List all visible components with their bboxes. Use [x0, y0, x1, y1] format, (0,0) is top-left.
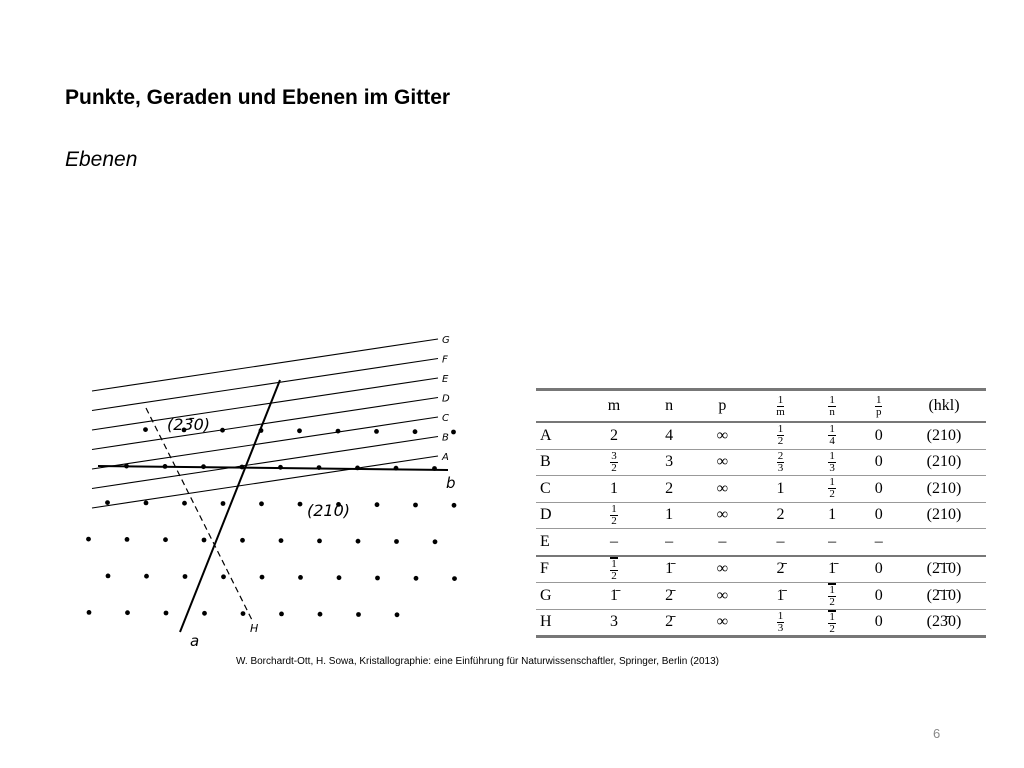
lattice-point — [298, 502, 303, 507]
cell-im: 1̄ — [752, 583, 809, 610]
cell-ip: 0 — [855, 502, 902, 529]
cell-ip: 0 — [855, 476, 902, 503]
lattice-point — [221, 574, 226, 579]
cell-in: $\frac{1}{2}$ — [809, 476, 856, 503]
lattice-figure — [60, 335, 480, 650]
cell-n: – — [646, 529, 693, 556]
cell-im: 2̄ — [752, 556, 809, 583]
lattice-point — [279, 538, 284, 543]
cell-n: 2 — [646, 476, 693, 503]
cell-im: 1 — [752, 476, 809, 503]
cell-hkl: (210) — [902, 449, 986, 476]
cell-hkl: (210) — [902, 502, 986, 529]
cell-p: ∞ — [692, 556, 752, 583]
lattice-point — [143, 427, 148, 432]
lattice-points — [86, 427, 457, 617]
cell-hkl: (210) — [902, 476, 986, 503]
lattice-point — [452, 503, 457, 508]
cell-im: $\frac{2}{3}$ — [752, 449, 809, 476]
cell-hkl — [902, 529, 986, 556]
header-p: p — [692, 390, 752, 423]
plane-line-a — [92, 456, 438, 508]
cell-im: – — [752, 529, 809, 556]
table-row — [536, 449, 986, 476]
cell-p: ∞ — [692, 422, 752, 449]
lattice-point — [413, 429, 418, 434]
cell-m: 1 — [582, 476, 646, 503]
cell-hkl: (210) — [902, 422, 986, 449]
lattice-point — [395, 612, 400, 617]
cell-p: ∞ — [692, 449, 752, 476]
cell-m: 3 — [582, 609, 646, 637]
miller-index-table — [536, 388, 986, 638]
cell-m: 1̄ — [582, 583, 646, 610]
lattice-point — [125, 537, 130, 542]
header-inv-n: $\frac{1}{n}$ — [809, 390, 856, 423]
cell-p: ∞ — [692, 609, 752, 637]
lattice-point — [125, 610, 130, 615]
plane-line-d — [92, 398, 438, 450]
cell-m: $\frac{3}{2}$ — [582, 449, 646, 476]
page-number: 6 — [933, 726, 941, 741]
table-row — [536, 502, 986, 529]
lattice-point — [452, 576, 457, 581]
cell-ip: 0 — [855, 422, 902, 449]
cell-p: ∞ — [692, 583, 752, 610]
lattice-point — [451, 430, 456, 435]
plane-label-d: D — [442, 393, 450, 405]
lattice-point — [241, 611, 246, 616]
lattice-point — [298, 575, 303, 580]
table-row — [536, 556, 986, 583]
lattice-point — [144, 574, 149, 579]
lattice-point — [259, 501, 264, 506]
cell-p: – — [692, 529, 752, 556]
label-plane-230: (23̄0) — [167, 415, 211, 434]
lattice-point — [221, 501, 226, 506]
plane-label-g: G — [442, 335, 450, 346]
cell-ip: – — [855, 529, 902, 556]
axis-b-label: b — [446, 474, 456, 492]
cell-in: $\frac{1}{2}$ — [809, 583, 856, 610]
lattice-point — [414, 576, 419, 581]
cell-im: $\frac{1}{2}$ — [752, 422, 809, 449]
lattice-point — [374, 429, 379, 434]
lattice-point — [240, 538, 245, 543]
lattice-point — [144, 501, 149, 506]
cell-in: 1 — [809, 502, 856, 529]
cell-label: H — [536, 609, 582, 637]
lattice-point — [260, 575, 265, 580]
plane-line-f — [92, 359, 438, 411]
citation: W. Borchardt-Ott, H. Sowa, Kristallographie: eine Einführung für Naturwissenschaftler, Springer, Berlin (2013) — [236, 656, 720, 667]
lattice-point — [297, 428, 302, 433]
cell-ip: 0 — [855, 583, 902, 610]
cell-n: 1 — [646, 502, 693, 529]
cell-ip: 0 — [855, 609, 902, 637]
lattice-point — [317, 539, 322, 544]
header-hkl: (hkl) — [902, 390, 986, 423]
lattice-point — [394, 539, 399, 544]
cell-label: G — [536, 583, 582, 610]
cell-p: ∞ — [692, 502, 752, 529]
lattice-point — [356, 612, 361, 617]
cell-n: 3 — [646, 449, 693, 476]
lattice-point — [202, 538, 207, 543]
table-row — [536, 583, 986, 610]
cell-n: 2̄ — [646, 609, 693, 637]
cell-hkl: (23̄0) — [902, 609, 986, 637]
header-n: n — [646, 390, 693, 423]
label-plane-210: (210) — [307, 501, 351, 520]
plane-label-a: A — [442, 452, 449, 463]
cell-label: A — [536, 422, 582, 449]
slide-title: Punkte, Geraden und Ebenen im Gitter — [65, 86, 451, 109]
plane-label-b: B — [442, 432, 449, 444]
header-inv-p: $\frac{1}{p}$ — [855, 390, 902, 423]
table-row — [536, 609, 986, 637]
header-blank — [536, 390, 582, 423]
plane-label-f: F — [442, 354, 448, 366]
lattice-point — [337, 575, 342, 580]
cell-ip: 0 — [855, 556, 902, 583]
lattice-point — [375, 502, 380, 507]
cell-in: $\frac{1}{3}$ — [809, 449, 856, 476]
axis-a-label: a — [190, 632, 200, 650]
plane-line-e — [92, 378, 438, 430]
cell-n: 2̄ — [646, 583, 693, 610]
cell-label: E — [536, 529, 582, 556]
table-row — [536, 476, 986, 503]
lattice-point — [182, 501, 187, 506]
lattice-point — [106, 574, 111, 579]
cell-label: F — [536, 556, 582, 583]
cell-label: C — [536, 476, 582, 503]
plane-line-g — [92, 339, 438, 391]
cell-hkl: (2̄1̄0) — [902, 556, 986, 583]
lattice-point — [164, 611, 169, 616]
lattice-point — [87, 610, 92, 615]
table-row — [536, 422, 986, 449]
cell-in: $\frac{1}{2}$ — [809, 609, 856, 637]
lattice-point — [356, 539, 361, 544]
slide-subtitle: Ebenen — [65, 148, 138, 171]
cell-hkl: (2̄1̄0) — [902, 583, 986, 610]
plane-line-c — [92, 417, 438, 469]
cell-im: 2 — [752, 502, 809, 529]
cell-in: – — [809, 529, 856, 556]
cell-n: 4 — [646, 422, 693, 449]
cell-m: 2 — [582, 422, 646, 449]
lattice-point — [163, 537, 168, 542]
cell-n: 1̄ — [646, 556, 693, 583]
cell-m: $\frac{1}{2}$ — [582, 502, 646, 529]
header-inv-m: $\frac{1}{m}$ — [752, 390, 809, 423]
plane-line-b — [92, 437, 438, 489]
lattice-point — [183, 574, 188, 579]
cell-p: ∞ — [692, 476, 752, 503]
cell-in: $\frac{1}{4}$ — [809, 422, 856, 449]
plane-labels — [441, 335, 450, 463]
cell-m: $\frac{1}{2}$ — [582, 556, 646, 583]
lattice-point — [413, 503, 418, 508]
lattice-point — [375, 576, 380, 581]
line-h-dashed — [146, 408, 252, 620]
cell-ip: 0 — [855, 449, 902, 476]
plane-lines — [92, 339, 438, 508]
cell-label: B — [536, 449, 582, 476]
lattice-point — [279, 612, 284, 617]
lattice-point — [433, 539, 438, 544]
cell-m: – — [582, 529, 646, 556]
cell-in: 1̄ — [809, 556, 856, 583]
lattice-point — [202, 611, 207, 616]
header-m: m — [582, 390, 646, 423]
line-h-label: H — [250, 622, 259, 635]
plane-label-c: C — [442, 413, 449, 424]
cell-label: D — [536, 502, 582, 529]
table-body — [536, 422, 986, 637]
plane-label-e: E — [442, 374, 449, 385]
lattice-point — [318, 612, 323, 617]
lattice-point — [105, 500, 110, 505]
lattice-point — [86, 537, 91, 542]
table-header-row — [536, 390, 986, 423]
table-row — [536, 529, 986, 556]
cell-im: $\frac{1}{3}$ — [752, 609, 809, 637]
